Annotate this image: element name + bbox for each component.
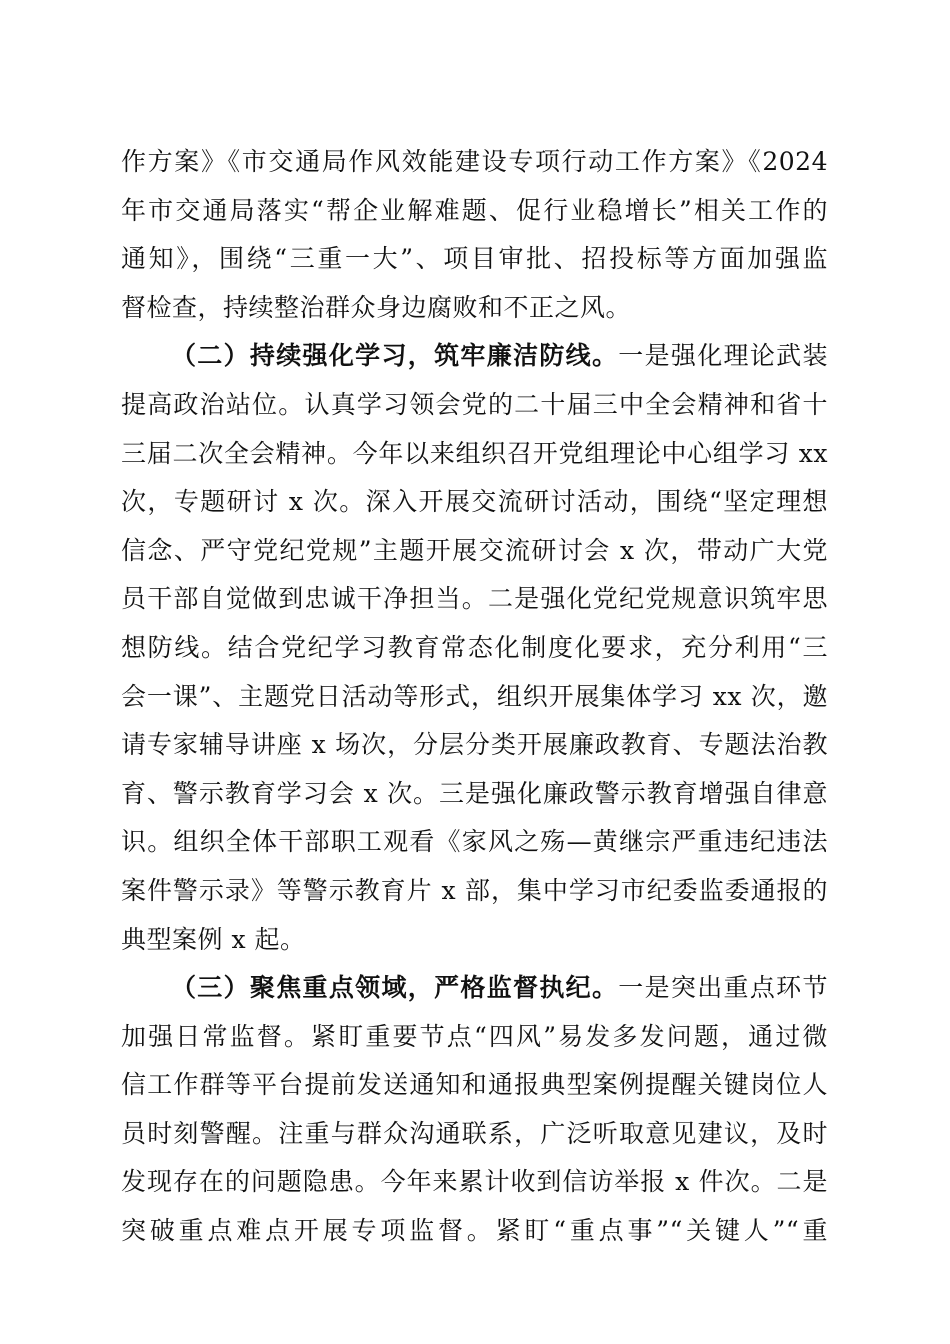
text-line: 作方案》《市交通局作风效能建设专项行动工作方案》《2024 (121, 147, 828, 176)
paragraph-1 (121, 138, 828, 332)
text-line: 识。组织全体干部职工观看《家风之殇—黄继宗严重违纪违法 (121, 827, 828, 857)
text-line: 加强日常监督。紧盯重要节点“四风”易发多发问题，通过微 (121, 1021, 828, 1051)
text-line: 案件警示录》等警示教育片 x 部，集中学习市纪委监委通报的 (121, 875, 828, 905)
text-span: 一是突出重点环节 (618, 973, 828, 1003)
paragraph-2 (121, 332, 828, 964)
text-line: 会一课”、主题党日活动等形式，组织开展集体学习 xx 次，邀 (121, 681, 828, 711)
text-line: 员时刻警醒。注重与群众沟通联系，广泛听取意见建议，及时 (121, 1118, 828, 1148)
text-line: 突破重点难点开展专项监督。紧盯“重点事”“关键人”“重 (121, 1216, 828, 1246)
text-line: 次，专题研讨 x 次。深入开展交流研讨活动，围绕“坚定理想 (121, 487, 828, 517)
text-line: 三届二次全会精神。今年以来组织召开党组理论中心组学习 xx (121, 438, 828, 468)
section-heading: （三）聚焦重点领域，严格监督执纪。 (171, 973, 619, 1003)
text-line: 请专家辅导讲座 x 场次，分层分类开展廉政教育、专题法治教 (121, 730, 828, 760)
text-line: 育、警示教育学习会 x 次。三是强化廉政警示教育增强自律意 (121, 778, 828, 808)
document-body (121, 138, 828, 1256)
text-span: 一是强化理论武装 (618, 341, 828, 371)
text-line: 员干部自觉做到忠诚干净担当。二是强化党纪党规意识筑牢思 (121, 584, 828, 614)
text-line: 年市交通局落实“帮企业解难题、促行业稳增长”相关工作的 (121, 195, 828, 225)
section-heading: （二）持续强化学习，筑牢廉洁防线。 (171, 341, 619, 371)
text-line: 提高政治站位。认真学习领会党的二十届三中全会精神和省十 (121, 389, 828, 419)
text-line (121, 964, 828, 1013)
text-line (121, 332, 828, 381)
text-line: 发现存在的问题隐患。今年来累计收到信访举报 x 件次。二是 (121, 1167, 828, 1197)
text-line: 督检查，持续整治群众身边腐败和不正之风。 (121, 292, 632, 322)
paragraph-3 (121, 964, 828, 1256)
text-line: 想防线。结合党纪学习教育常态化制度化要求，充分利用“三 (121, 632, 828, 662)
text-line: 信念、严守党纪党规”主题开展交流研讨会 x 次，带动广大党 (121, 535, 828, 565)
text-line: 信工作群等平台提前发送通知和通报典型案例提醒关键岗位人 (121, 1070, 828, 1100)
text-line: 通知》，围绕“三重一大”、项目审批、招投标等方面加强监 (121, 244, 828, 274)
text-line: 典型案例 x 起。 (121, 924, 306, 954)
